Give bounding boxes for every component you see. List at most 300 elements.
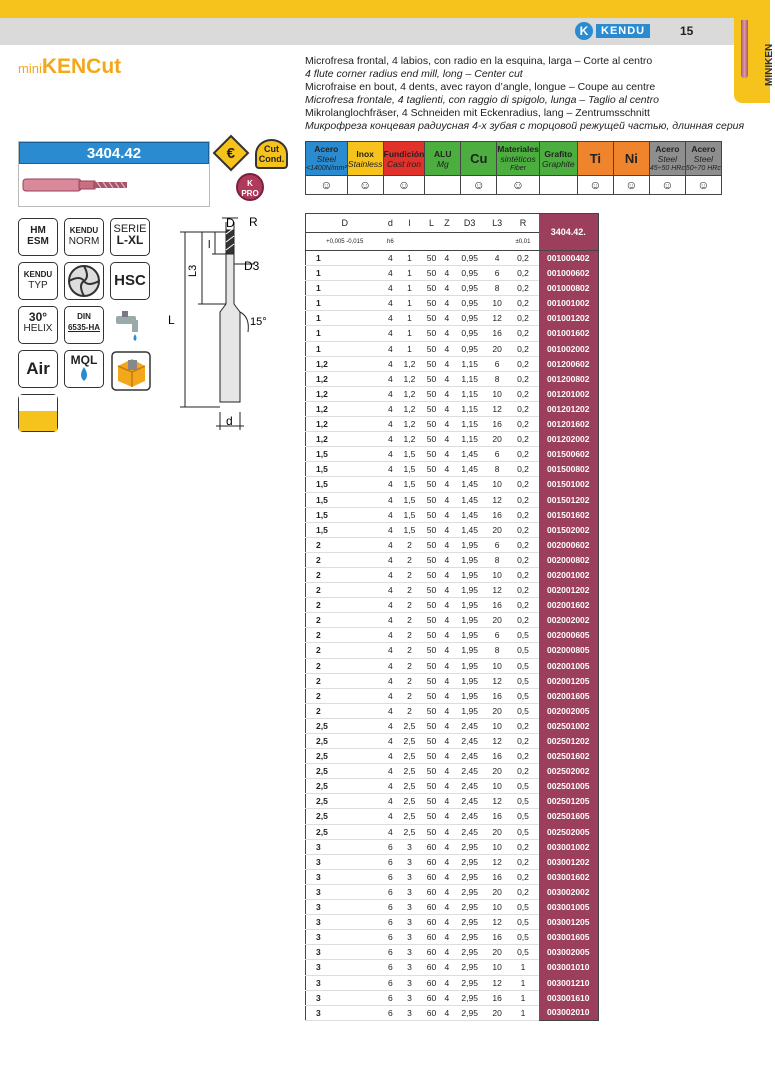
article-code[interactable]: 001000602 xyxy=(539,266,599,281)
dim-D: D xyxy=(226,216,235,230)
table-row[interactable] xyxy=(306,522,599,537)
table-cell: 1,95 xyxy=(453,703,487,718)
table-cell: 60 xyxy=(422,1005,442,1020)
table-cell: 0,2 xyxy=(507,492,538,507)
table-cell: 50 xyxy=(422,749,442,764)
table-cell: 2,5 xyxy=(306,824,384,839)
article-code[interactable]: 002000805 xyxy=(539,643,599,658)
flute-section-icon xyxy=(64,262,104,300)
tolerance-empty xyxy=(453,233,487,251)
table-row[interactable] xyxy=(306,930,599,945)
article-code[interactable]: 003001005 xyxy=(539,900,599,915)
table-row[interactable] xyxy=(306,764,599,779)
table-cell: 4 xyxy=(383,401,397,416)
table-cell: 4 xyxy=(441,552,452,567)
table-cell: 4 xyxy=(441,794,452,809)
article-code[interactable]: 003001610 xyxy=(539,990,599,1005)
table-row[interactable] xyxy=(306,658,599,673)
table-cell: 50 xyxy=(422,386,442,401)
table-row[interactable] xyxy=(306,1005,599,1020)
table-cell: 4 xyxy=(441,990,452,1005)
article-code[interactable]: 001000402 xyxy=(539,251,599,266)
table-row[interactable] xyxy=(306,628,599,643)
tolerance-empty xyxy=(441,233,452,251)
material-label: Fundición xyxy=(383,148,425,159)
table-row[interactable] xyxy=(306,537,599,552)
table-row[interactable] xyxy=(306,251,599,266)
article-code[interactable]: 002001202 xyxy=(539,583,599,598)
article-code[interactable]: 001001002 xyxy=(539,296,599,311)
article-code[interactable]: 001002002 xyxy=(539,341,599,356)
table-row[interactable] xyxy=(306,975,599,990)
table-cell: 50 xyxy=(422,718,442,733)
table-cell: 50 xyxy=(422,266,442,281)
badge-line: ESM xyxy=(27,236,49,247)
table-cell: 0,2 xyxy=(507,341,538,356)
article-code[interactable]: 002001005 xyxy=(539,658,599,673)
table-row[interactable] xyxy=(306,749,599,764)
table-cell: 2,5 xyxy=(397,749,421,764)
table-cell: 1,45 xyxy=(453,447,487,462)
article-code[interactable]: 002000605 xyxy=(539,628,599,643)
table-row[interactable] xyxy=(306,613,599,628)
table-cell: 2 xyxy=(397,567,421,582)
article-code[interactable]: 002001002 xyxy=(539,567,599,582)
table-cell: 0,2 xyxy=(507,356,538,371)
table-cell: 2,5 xyxy=(397,718,421,733)
tolerance-d: h6 xyxy=(383,233,397,251)
table-row[interactable] xyxy=(306,567,599,582)
table-cell: 4 xyxy=(441,583,452,598)
article-code[interactable]: 002000802 xyxy=(539,552,599,567)
material-label: ALU xyxy=(434,148,452,159)
table-row[interactable] xyxy=(306,900,599,915)
table-cell: 4 xyxy=(441,703,452,718)
end-mill-icon xyxy=(23,170,133,200)
table-cell: 0,2 xyxy=(507,401,538,416)
table-cell: 50 xyxy=(422,251,442,266)
table-cell: 8 xyxy=(487,552,508,567)
article-code[interactable]: 002001602 xyxy=(539,598,599,613)
table-row[interactable] xyxy=(306,945,599,960)
badge-line: NORM xyxy=(68,236,100,247)
article-code[interactable]: 001500802 xyxy=(539,462,599,477)
article-code[interactable]: 001500602 xyxy=(539,447,599,462)
table-cell: 1 xyxy=(397,341,421,356)
table-cell: 10 xyxy=(487,718,508,733)
table-row[interactable] xyxy=(306,734,599,749)
article-code[interactable]: 001501002 xyxy=(539,477,599,492)
table-row[interactable] xyxy=(306,462,599,477)
table-cell: 4 xyxy=(441,462,452,477)
table-cell: 2,5 xyxy=(397,809,421,824)
table-cell: 3 xyxy=(306,990,384,1005)
table-cell: 1 xyxy=(306,266,384,281)
table-row[interactable] xyxy=(306,386,599,401)
tolerance-R: ±0,01 xyxy=(507,233,538,251)
article-code[interactable]: 001201602 xyxy=(539,417,599,432)
table-cell: 10 xyxy=(487,567,508,582)
badge-line: KENDU xyxy=(23,270,53,279)
table-row[interactable] xyxy=(306,583,599,598)
dim-l: l xyxy=(208,239,211,251)
table-cell: 1,2 xyxy=(397,432,421,447)
article-code[interactable]: 001001602 xyxy=(539,326,599,341)
table-cell: 1,95 xyxy=(453,583,487,598)
article-code[interactable]: 001201002 xyxy=(539,386,599,401)
article-code[interactable]: 002501202 xyxy=(539,734,599,749)
workpiece-cube-icon xyxy=(112,352,150,395)
table-row[interactable] xyxy=(306,960,599,975)
table-cell: 0,95 xyxy=(453,311,487,326)
table-cell: 4 xyxy=(441,371,452,386)
table-row[interactable] xyxy=(306,296,599,311)
side-tab-label: MINIKEN xyxy=(764,43,775,86)
article-code[interactable]: 003002002 xyxy=(539,884,599,899)
table-row[interactable] xyxy=(306,718,599,733)
material-rating xyxy=(425,176,461,195)
table-row[interactable] xyxy=(306,401,599,416)
table-cell: 2 xyxy=(306,583,384,598)
article-code[interactable]: 001202002 xyxy=(539,432,599,447)
table-row[interactable] xyxy=(306,281,599,296)
table-cell: 4 xyxy=(441,492,452,507)
table-cell: 0,95 xyxy=(453,296,487,311)
material-label: Acero xyxy=(691,143,716,154)
table-cell: 1,15 xyxy=(453,432,487,447)
table-cell: 2,95 xyxy=(453,884,487,899)
table-cell: 50 xyxy=(422,371,442,386)
table-cell: 4 xyxy=(383,462,397,477)
air-badge: Air xyxy=(18,350,58,388)
material-header xyxy=(685,142,721,176)
table-cell: 4 xyxy=(441,1005,452,1020)
table-row[interactable] xyxy=(306,311,599,326)
kendu-norm-badge xyxy=(64,218,104,256)
table-cell: 50 xyxy=(422,311,442,326)
table-cell: 2,45 xyxy=(453,734,487,749)
article-code[interactable]: 003002010 xyxy=(539,1005,599,1020)
table-row[interactable] xyxy=(306,779,599,794)
table-cell: 20 xyxy=(487,432,508,447)
material-header xyxy=(306,142,348,176)
table-row[interactable] xyxy=(306,598,599,613)
cutting-conditions-icon[interactable] xyxy=(255,139,288,169)
table-cell: 4 xyxy=(441,658,452,673)
material-label: Acero xyxy=(655,143,680,154)
table-cell: 2 xyxy=(397,703,421,718)
table-row[interactable] xyxy=(306,417,599,432)
table-cell: 2,45 xyxy=(453,764,487,779)
article-code[interactable]: 003001210 xyxy=(539,975,599,990)
table-row[interactable] xyxy=(306,809,599,824)
table-row[interactable] xyxy=(306,447,599,462)
cut-cond-line1: Cut xyxy=(264,144,279,154)
material-header xyxy=(577,142,613,176)
table-cell: 4 xyxy=(383,281,397,296)
material-rating: ☺ xyxy=(383,176,425,195)
table-cell: 2,45 xyxy=(453,824,487,839)
table-cell: 10 xyxy=(487,296,508,311)
table-cell: 1,95 xyxy=(453,567,487,582)
table-cell: 6 xyxy=(487,266,508,281)
table-cell: 1 xyxy=(306,296,384,311)
table-cell: 2,95 xyxy=(453,960,487,975)
table-cell: 1 xyxy=(507,975,538,990)
table-cell: 4 xyxy=(441,869,452,884)
article-code[interactable]: 003001002 xyxy=(539,839,599,854)
article-code[interactable]: 001502002 xyxy=(539,522,599,537)
table-row[interactable] xyxy=(306,794,599,809)
table-cell: 1,15 xyxy=(453,386,487,401)
table-cell: 1 xyxy=(507,960,538,975)
article-code[interactable]: 002501005 xyxy=(539,779,599,794)
material-header xyxy=(347,142,383,176)
table-row[interactable] xyxy=(306,507,599,522)
material-header xyxy=(613,142,649,176)
table-cell: 4 xyxy=(441,915,452,930)
table-cell: 1,95 xyxy=(453,673,487,688)
table-header-row xyxy=(306,214,599,233)
table-cell: 2,5 xyxy=(306,764,384,779)
tolerance-empty xyxy=(487,233,508,251)
article-code[interactable]: 002001205 xyxy=(539,673,599,688)
table-cell: 6 xyxy=(383,960,397,975)
table-cell: 2,5 xyxy=(397,824,421,839)
article-code[interactable]: 002501602 xyxy=(539,749,599,764)
article-code[interactable]: 002002002 xyxy=(539,613,599,628)
table-cell: 3 xyxy=(397,1005,421,1020)
article-code[interactable]: 002000602 xyxy=(539,537,599,552)
table-cell: 6 xyxy=(383,900,397,915)
table-cell: 2 xyxy=(306,613,384,628)
table-cell: 2 xyxy=(397,613,421,628)
table-cell: 4 xyxy=(441,251,452,266)
table-cell: 1,2 xyxy=(306,417,384,432)
table-row[interactable] xyxy=(306,915,599,930)
coating-swatch xyxy=(18,394,58,432)
table-cell: 60 xyxy=(422,945,442,960)
table-cell: 4 xyxy=(383,718,397,733)
table-row[interactable] xyxy=(306,990,599,1005)
table-cell: 4 xyxy=(441,522,452,537)
table-cell: 4 xyxy=(383,432,397,447)
table-cell: 0,5 xyxy=(507,658,538,673)
table-cell: 6 xyxy=(383,915,397,930)
table-cell: 10 xyxy=(487,658,508,673)
table-row[interactable] xyxy=(306,341,599,356)
table-cell: 4 xyxy=(383,386,397,401)
table-cell: 0,5 xyxy=(507,628,538,643)
table-cell: 4 xyxy=(441,764,452,779)
table-cell: 4 xyxy=(441,341,452,356)
table-cell: 50 xyxy=(422,417,442,432)
article-code[interactable]: 003002005 xyxy=(539,945,599,960)
table-row[interactable] xyxy=(306,432,599,447)
table-cell: 0,2 xyxy=(507,598,538,613)
article-code[interactable]: 002501002 xyxy=(539,718,599,733)
article-code[interactable]: 002501605 xyxy=(539,809,599,824)
table-cell: 1 xyxy=(306,311,384,326)
table-cell: 20 xyxy=(487,824,508,839)
table-cell: 0,2 xyxy=(507,734,538,749)
table-cell: 1 xyxy=(306,281,384,296)
table-cell: 2,5 xyxy=(306,734,384,749)
table-cell: 1,5 xyxy=(306,522,384,537)
table-cell: 0,5 xyxy=(507,809,538,824)
article-code[interactable]: 003001205 xyxy=(539,915,599,930)
table-cell: 0,2 xyxy=(507,296,538,311)
article-code[interactable]: 002502002 xyxy=(539,764,599,779)
article-code[interactable]: 001201202 xyxy=(539,401,599,416)
table-row[interactable] xyxy=(306,371,599,386)
table-row[interactable] xyxy=(306,839,599,854)
kendu-logo xyxy=(575,22,650,40)
table-row[interactable] xyxy=(306,643,599,658)
table-row[interactable] xyxy=(306,688,599,703)
table-cell: 4 xyxy=(441,432,452,447)
table-cell: 1,2 xyxy=(306,356,384,371)
table-cell: 1,2 xyxy=(306,386,384,401)
article-code[interactable]: 002002005 xyxy=(539,703,599,718)
table-cell: 4 xyxy=(383,341,397,356)
table-cell: 4 xyxy=(383,356,397,371)
table-cell: 4 xyxy=(383,764,397,779)
article-code[interactable]: 003001605 xyxy=(539,930,599,945)
table-cell: 1,15 xyxy=(453,401,487,416)
table-cell: 3 xyxy=(306,915,384,930)
material-header xyxy=(383,142,425,176)
table-cell: 3 xyxy=(306,869,384,884)
table-cell: 0,5 xyxy=(507,900,538,915)
table-cell: 10 xyxy=(487,900,508,915)
material-rating: ☺ xyxy=(649,176,685,195)
table-cell: 6 xyxy=(383,854,397,869)
table-cell: 0,5 xyxy=(507,688,538,703)
table-cell: 3 xyxy=(397,869,421,884)
table-cell: 0,2 xyxy=(507,477,538,492)
tolerance-D: +0,005 -0,015 xyxy=(306,233,384,251)
table-cell: 4 xyxy=(383,809,397,824)
table-cell: 50 xyxy=(422,507,442,522)
table-cell: 1 xyxy=(397,281,421,296)
table-cell: 0,2 xyxy=(507,371,538,386)
table-cell: 4 xyxy=(441,900,452,915)
product-code-box xyxy=(18,141,210,207)
article-code[interactable]: 001200802 xyxy=(539,371,599,386)
table-row[interactable] xyxy=(306,492,599,507)
table-cell: 16 xyxy=(487,417,508,432)
table-row[interactable] xyxy=(306,477,599,492)
article-code[interactable]: 001200602 xyxy=(539,356,599,371)
table-cell: 12 xyxy=(487,794,508,809)
table-cell: 3 xyxy=(397,854,421,869)
article-code[interactable]: 001001202 xyxy=(539,311,599,326)
table-row[interactable] xyxy=(306,824,599,839)
article-code[interactable]: 001501202 xyxy=(539,492,599,507)
table-cell: 16 xyxy=(487,809,508,824)
table-cell: 0,2 xyxy=(507,281,538,296)
table-cell: 12 xyxy=(487,401,508,416)
table-cell: 4 xyxy=(441,266,452,281)
table-row[interactable] xyxy=(306,356,599,371)
article-code[interactable]: 002001605 xyxy=(539,688,599,703)
article-code[interactable]: 002502005 xyxy=(539,824,599,839)
table-cell: 4 xyxy=(441,688,452,703)
dim-D3: D3 xyxy=(244,259,260,273)
kendu-typ-badge xyxy=(18,262,58,300)
table-cell: 50 xyxy=(422,703,442,718)
table-cell: 2,95 xyxy=(453,869,487,884)
article-code[interactable]: 003001202 xyxy=(539,854,599,869)
table-cell: 50 xyxy=(422,477,442,492)
helix-badge xyxy=(18,306,58,344)
table-cell: 12 xyxy=(487,492,508,507)
table-cell: 50 xyxy=(422,401,442,416)
table-row[interactable] xyxy=(306,266,599,281)
table-cell: 1,2 xyxy=(306,371,384,386)
material-label: <1400N/mm² xyxy=(306,164,347,172)
table-row[interactable] xyxy=(306,869,599,884)
table-cell: 4 xyxy=(441,567,452,582)
table-cell: 50 xyxy=(422,779,442,794)
article-code[interactable]: 002501205 xyxy=(539,794,599,809)
table-cell: 4 xyxy=(383,522,397,537)
article-code[interactable]: 003001602 xyxy=(539,869,599,884)
table-cell: 2 xyxy=(306,658,384,673)
table-cell: 3 xyxy=(306,930,384,945)
article-code[interactable]: 001000802 xyxy=(539,281,599,296)
table-row[interactable] xyxy=(306,673,599,688)
table-row[interactable] xyxy=(306,552,599,567)
table-cell: 60 xyxy=(422,930,442,945)
table-cell: 0,2 xyxy=(507,567,538,582)
table-cell: 1,5 xyxy=(397,522,421,537)
table-cell: 0,2 xyxy=(507,447,538,462)
table-cell: 8 xyxy=(487,371,508,386)
table-cell: 1 xyxy=(507,990,538,1005)
table-cell: 0,95 xyxy=(453,266,487,281)
material-label: 45÷50 HRc xyxy=(649,164,685,172)
table-cell: 3 xyxy=(306,884,384,899)
table-cell: 16 xyxy=(487,688,508,703)
table-cell: 1,5 xyxy=(397,462,421,477)
kpro-badge-icon xyxy=(236,173,264,201)
table-row[interactable] xyxy=(306,884,599,899)
table-row[interactable] xyxy=(306,326,599,341)
table-cell: 6 xyxy=(383,839,397,854)
din-badge xyxy=(64,306,104,344)
article-code[interactable]: 001501602 xyxy=(539,507,599,522)
table-cell: 0,2 xyxy=(507,462,538,477)
table-row[interactable] xyxy=(306,703,599,718)
table-cell: 3 xyxy=(306,854,384,869)
table-cell: 50 xyxy=(422,492,442,507)
table-cell: 3 xyxy=(397,945,421,960)
table-cell: 50 xyxy=(422,809,442,824)
article-code[interactable]: 003001010 xyxy=(539,960,599,975)
table-cell: 4 xyxy=(441,281,452,296)
dim-angle: 15° xyxy=(250,316,267,328)
table-cell: 2 xyxy=(306,567,384,582)
table-cell: 4 xyxy=(441,613,452,628)
table-row[interactable] xyxy=(306,854,599,869)
table-cell: 4 xyxy=(383,628,397,643)
table-cell: 2 xyxy=(397,598,421,613)
table-cell: 16 xyxy=(487,749,508,764)
table-cell: 1,2 xyxy=(397,371,421,386)
table-cell: 0,2 xyxy=(507,537,538,552)
